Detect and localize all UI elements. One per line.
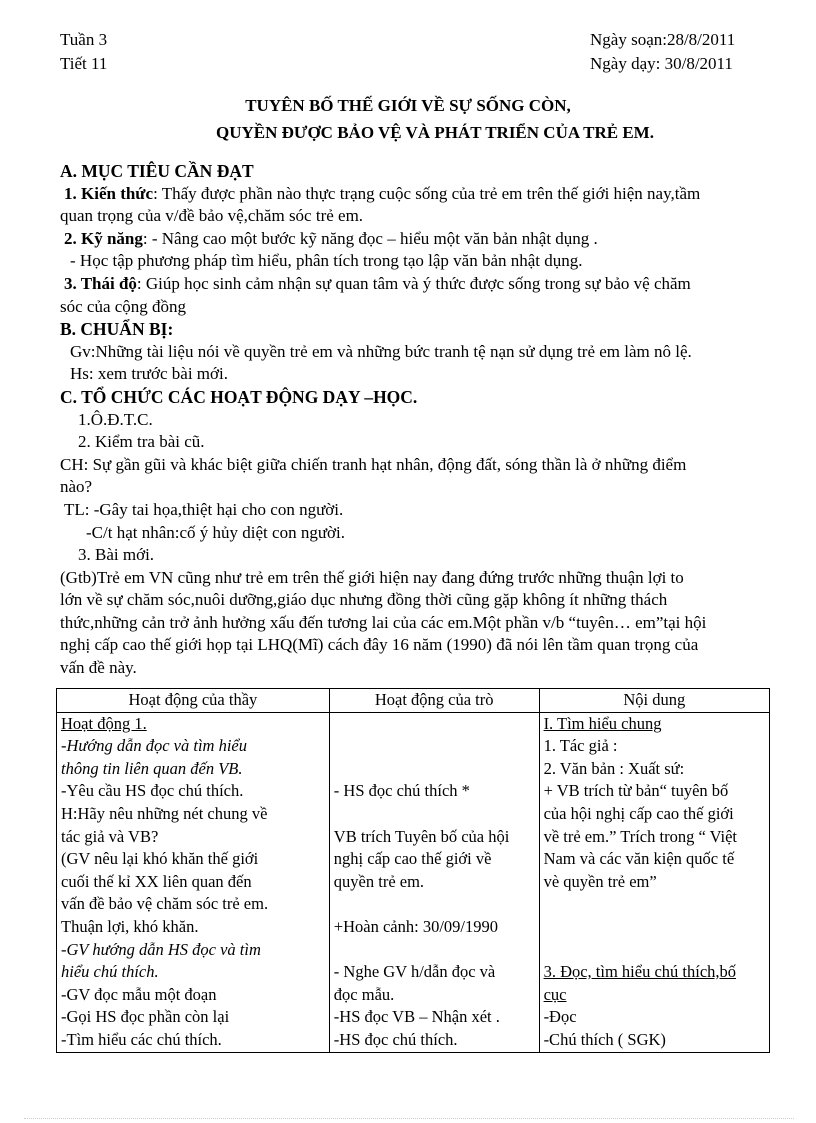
knowledge-label: 1. Kiến thức [64,183,154,203]
content-line: 2. Văn bản : Xuất sứ: [543,758,685,778]
intro-line-5: vấn đề này. [60,658,137,678]
student-preparation: Hs: xem trước bài mới. [70,364,228,384]
content-line: về trẻ em.” Trích trong “ Việt [543,826,738,846]
section-b-heading: B. CHUẨN BỊ: [60,319,174,340]
col-header-content: Nội dung [539,689,769,713]
title-line-2: QUYỀN ĐƯỢC BẢO VỆ VÀ PHÁT TRIỂN CỦA TRẺ EM. [216,123,654,142]
section-a-heading: A. MỤC TIÊU CẦN ĐẠT [60,161,254,181]
attitude-label: 3. Thái độ [64,273,137,293]
intro-line-4: nghị cấp cao thế giới họp tại LHQ(Mĩ) cách đây 16 năm (1990) đã nói lên tầm quan trọng của [60,635,699,655]
content-line [544,939,765,962]
student-line: - HS đọc chú thích * [333,781,470,801]
period-label: Tiết 11 [60,54,108,73]
knowledge-objective [60,183,760,206]
student-line [334,803,535,826]
intro-line-2: lớn về sự chăm sóc,nuôi dưỡng,giáo dục nhưng đồng thời cũng gặp không ít những thách [60,590,668,610]
col-header-student: Hoạt động của trò [329,689,539,713]
skill-objective [60,228,760,251]
teacher-line: (GV nêu lại khó khăn thế giới [61,849,259,869]
student-line [334,735,535,758]
content-line: 3. Đọc, tìm hiểu chú thích,bố [543,962,737,982]
review-question: CH: Sự gần gũi và khác biệt giữa chiến tranh hạt nhân, động đất, sóng thần là ở những điểm [60,454,687,474]
student-line: - Nghe GV h/dẫn đọc và [333,962,496,982]
teacher-activity-cell [57,712,330,1052]
teacher-preparation: Gv:Những tài liệu nói về quyền trẻ em và những bức tranh tệ nạn sử dụng trẻ em làm nô lệ. [70,341,692,361]
content-line: vè quyền trẻ em” [543,871,657,891]
student-line: +Hoàn cảnh: 30/09/1990 [333,916,498,936]
student-line [334,758,535,781]
content-line [544,916,765,939]
lesson-activity-table [56,688,770,1053]
lesson-content-cell [539,712,769,1052]
table-header-row [57,689,770,713]
step-3: 3. Bài mới. [78,545,155,565]
content-line: -Chú thích ( SGK) [543,1029,666,1049]
title-line-1: TUYÊN BỐ THẾ GIỚI VỀ SỰ SỐNG CÒN, [245,96,571,115]
student-line [334,893,535,916]
attitude-text-cont: sóc của cộng đồng [60,296,187,316]
intro-line-1: (Gtb)Trẻ em VN cũng như trẻ em trên thế giới hiện nay đang đứng trước những thuận lợi to [60,567,684,587]
table-row [57,712,770,1052]
content-line: 1. Tác giả : [543,736,618,756]
prep-date: Ngày soạn:28/8/2011 [590,30,736,49]
teacher-line: -GV hướng dẫn HS đọc và tìm [61,939,261,959]
teacher-line: -GV đọc mẫu một đoạn [61,984,217,1004]
teacher-line: -Yêu cầu HS đọc chú thích. [61,781,244,801]
answer-1: TL: -Gây tai họa,thiệt hại cho con người. [64,499,344,519]
teacher-line: Thuận lợi, khó khăn. [61,916,199,936]
teacher-line: thông tin liên quan đến VB. [61,758,243,778]
content-line: I. Tìm hiểu chung [543,713,662,733]
content-line: Nam và các văn kiện quốc tế [543,849,735,869]
header-right [590,28,735,76]
teacher-line: -Gọi HS đọc phần còn lại [61,1007,230,1027]
page-footer-divider [24,1118,794,1119]
content-line: -Đọc [543,1007,577,1027]
student-line: -HS đọc VB – Nhận xét . [333,1007,500,1027]
student-line [334,713,535,736]
header-left [60,28,107,76]
lesson-title [0,92,816,146]
student-line: quyền trẻ em. [333,871,425,891]
attitude-objective [60,273,760,296]
review-question-cont: nào? [60,477,93,497]
col-header-teacher: Hoạt động của thầy [57,689,330,713]
skill-text: : - Nâng cao một bước kỹ năng đọc – hiểu một văn bản nhật dụng . [142,228,598,248]
knowledge-text-cont: quan trọng của v/đề bảo vệ,chăm sóc trẻ em. [60,206,364,226]
section-c-heading: C. TỔ CHỨC CÁC HOẠT ĐỘNG DẠY –HỌC. [60,386,418,407]
teacher-line: -Hướng dẫn đọc và tìm hiểu [61,736,247,756]
teacher-line: cuối thế kỉ XX liên quan đến [61,871,252,891]
week-label: Tuần 3 [60,30,108,49]
attitude-text: : Giúp học sinh cảm nhận sự quan tâm và ý thức được sống trong sự bảo vệ chăm [136,273,691,293]
teacher-line: Hoạt động 1. [61,713,147,733]
skill-text-cont: - Học tập phương pháp tìm hiểu, phân tích trong tạo lập văn bản nhật dụng. [70,251,583,271]
lesson-body [60,160,760,680]
student-line [334,939,535,962]
answer-2: -C/t hạt nhân:cố ý hủy diệt con người. [86,522,345,542]
teacher-line: H:Hãy nêu những nét chung về [61,803,268,823]
skill-label: 2. Kỹ năng [64,228,143,248]
intro-line-3: thức,những cản trở ảnh hưởng xấu đến tương lai của các em.Một phần v/b “tuyên… em”tại hội [60,612,707,632]
content-line [544,893,765,916]
teacher-line: tác giả và VB? [61,826,159,846]
teacher-line: -Tìm hiểu các chú thích. [61,1029,222,1049]
student-line: VB trích Tuyên bố của hội [333,826,510,846]
knowledge-text: : Thấy được phần nào thực trạng cuộc sống của trẻ em trên thế giới hiện nay,tầm [153,183,701,203]
step-2: 2. Kiểm tra bài cũ. [78,432,205,452]
teacher-line: vấn đề bảo vệ chăm sóc trẻ em. [61,894,269,914]
teach-date: Ngày dạy: 30/8/2011 [590,54,733,73]
content-line: của hội nghị cấp cao thế giới [543,803,734,823]
content-line: + VB trích từ bản“ tuyên bố [543,781,729,801]
step-1: 1.Ô.Đ.T.C. [78,409,153,429]
teacher-line: hiểu chú thích. [61,962,159,982]
student-activity-cell [329,712,539,1052]
student-line: đọc mẫu. [333,984,395,1004]
content-line: cục [543,984,567,1004]
student-line: nghị cấp cao thế giới về [333,849,492,869]
student-line: -HS đọc chú thích. [333,1029,458,1049]
